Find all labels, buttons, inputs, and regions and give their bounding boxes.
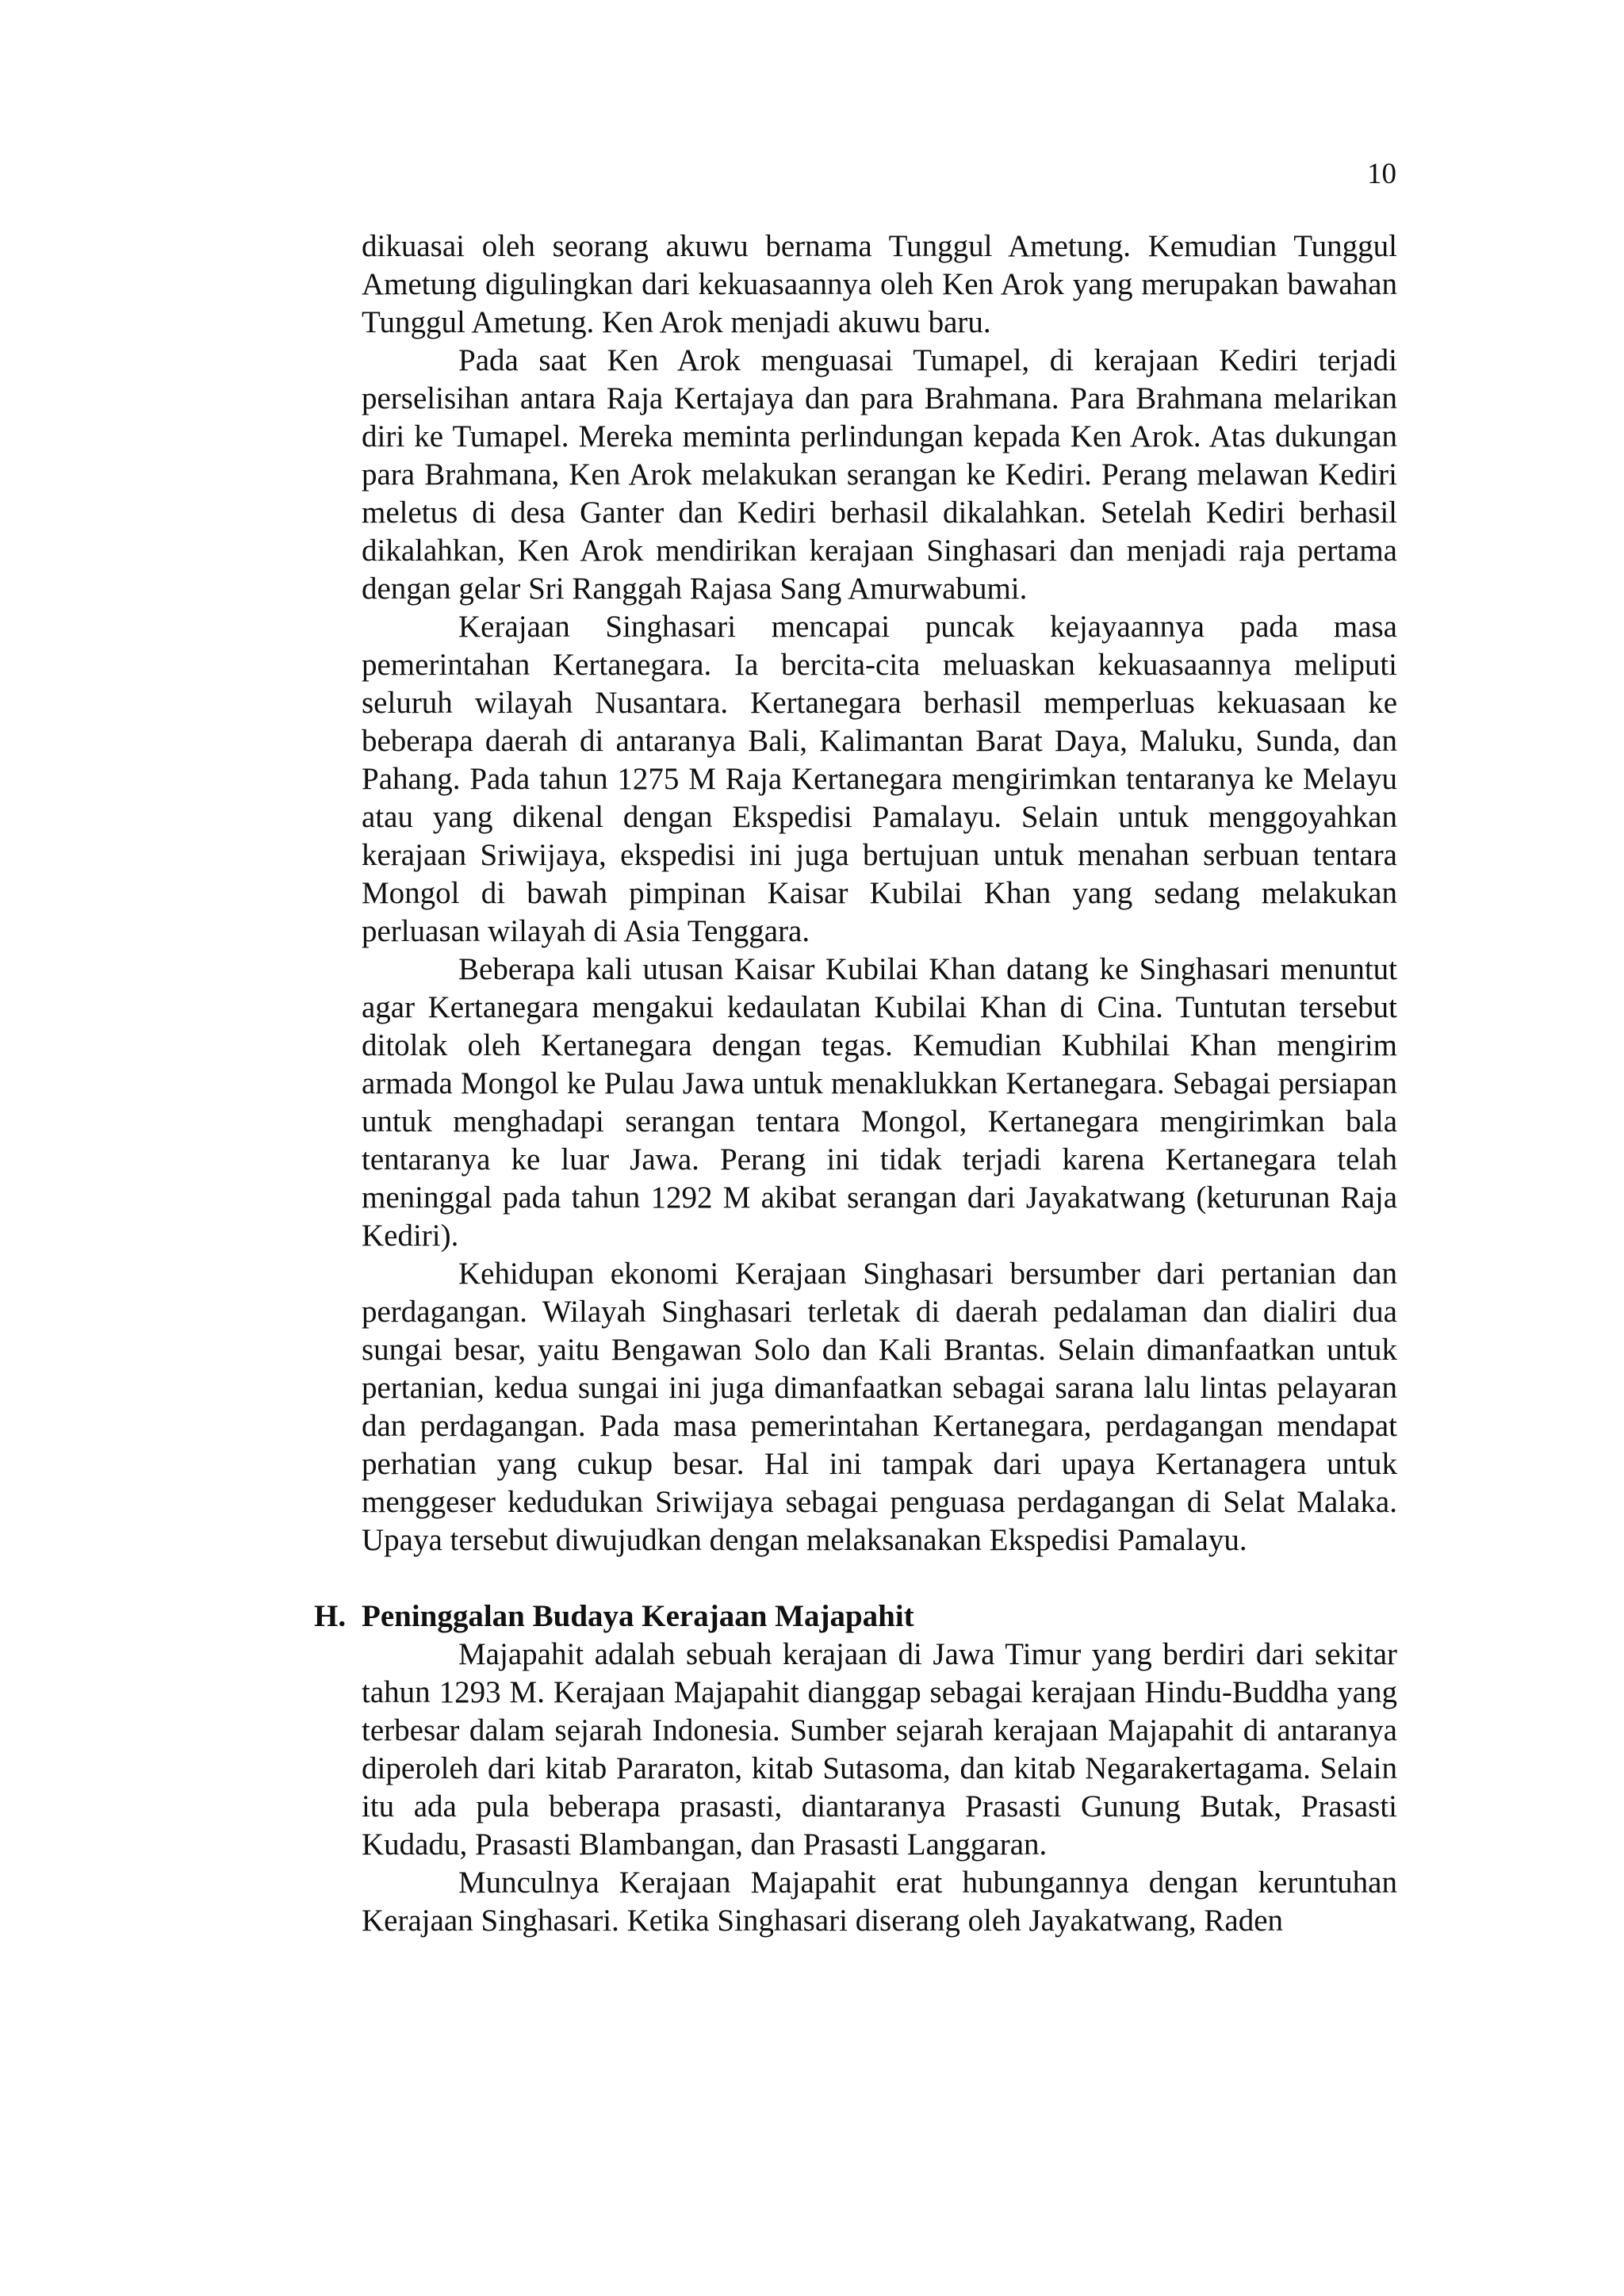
paragraph-akuwu: dikuasai oleh seorang akuwu bernama Tunggul Ametung. Kemudian Tunggul Ametung digulingkan dari kekuasaannya oleh Ken Arok yang merupakan bawahan Tunggul Ametung. Ken Arok menjadi akuwu baru.	[362, 229, 1397, 339]
paragraph-ken-arok: Pada saat Ken Arok menguasai Tumapel, di kerajaan Kediri terjadi perselisihan antara Raja Kertajaya dan para Brahmana. Para Brahmana melarikan diri ke Tumapel. Mereka meminta perlindungan kepada Ken Arok. Atas dukungan para Brahmana, Ken Arok melakukan serangan ke Kediri. Perang melawan Kediri meletus di desa Ganter dan Kediri berhasil dikalahkan. Setelah Kediri berhasil dikalahkan, Ken Arok mendirikan kerajaan Singhasari dan menjadi raja pertama dengan gelar Sri Ranggah Rajasa Sang Amurwabumi.	[362, 343, 1397, 606]
document-body	[314, 228, 1397, 1940]
paragraph-kertanegara: Kerajaan Singhasari mencapai puncak kejayaannya pada masa pemerintahan Kertanegara. Ia bercita-cita meluaskan kekuasaannya meliputi seluruh wilayah Nusantara. Kertanegara berhasil memperluas kekuasaan ke beberapa daerah di antaranya Bali, Kalimantan Barat Daya, Maluku, Sunda, dan Pahang. Pada tahun 1275 M Raja Kertanegara mengirimkan tentaranya ke Melayu atau yang dikenal dengan Ekspedisi Pamalayu. Selain untuk menggoyahkan kerajaan Sriwijaya, ekspedisi ini juga bertujuan untuk menahan serbuan tentara Mongol di bawah pimpinan Kaisar Kubilai Khan yang sedang melakukan perluasan wilayah di Asia Tenggara.	[362, 610, 1397, 948]
paragraph-kubilai-khan: Beberapa kali utusan Kaisar Kubilai Khan datang ke Singhasari menuntut agar Kertanegara mengakui kedaulatan Kubilai Khan di Cina. Tuntutan tersebut ditolak oleh Kertanegara dengan tegas. Kemudian Kubhilai Khan mengirim armada Mongol ke Pulau Jawa untuk menaklukkan Kertanegara. Sebagai persiapan untuk menghadapi serangan tentara Mongol, Kertanegara mengirimkan bala tentaranya ke luar Jawa. Perang ini tidak terjadi karena Kertanegara telah meninggal pada tahun 1292 M akibat serangan dari Jayakatwang (keturunan Raja Kediri).	[362, 952, 1397, 1253]
paragraph-munculnya: Munculnya Kerajaan Majapahit erat hubungannya dengan keruntuhan Kerajaan Singhasari. Ketika Singhasari diserang oleh Jayakatwang, Raden	[362, 1866, 1397, 1938]
section-title: Peninggalan Budaya Kerajaan Majapahit	[362, 1599, 914, 1633]
paragraph-ekonomi: Kehidupan ekonomi Kerajaan Singhasari bersumber dari pertanian dan perdagangan. Wilayah Singhasari terletak di daerah pedalaman dan dialiri dua sungai besar, yaitu Bengawan Solo dan Kali Brantas. Selain dimanfaatkan untuk pertanian, kedua sungai ini juga dimanfaatkan sebagai sarana lalu lintas pelayaran dan perdagangan. Pada masa pemerintahan Kertanegara, perdagangan mendapat perhatian yang cukup besar. Hal ini tampak dari upaya Kertanagera untuk menggeser kedudukan Sriwijaya sebagai penguasa perdagangan di Selat Malaka. Upaya tersebut diwujudkan dengan melaksanakan Ekspedisi Pamalayu.	[362, 1257, 1397, 1557]
page-number: 10	[1367, 158, 1396, 190]
section-letter: H.	[314, 1599, 347, 1633]
section-heading	[314, 1598, 1397, 1636]
paragraph-majapahit: Majapahit adalah sebuah kerajaan di Jawa Timur yang berdiri dari sekitar tahun 1293 M. Kerajaan Majapahit dianggap sebagai kerajaan Hindu-Buddha yang terbesar dalam sejarah Indonesia. Sumber sejarah kerajaan Majapahit di antaranya diperoleh dari kitab Pararaton, kitab Sutasoma, dan kitab Negarakertagama. Selain itu ada pula beberapa prasasti, diantaranya Prasasti Gunung Butak, Prasasti Kudadu, Prasasti Blambangan, dan Prasasti Langgaran.	[362, 1637, 1397, 1862]
